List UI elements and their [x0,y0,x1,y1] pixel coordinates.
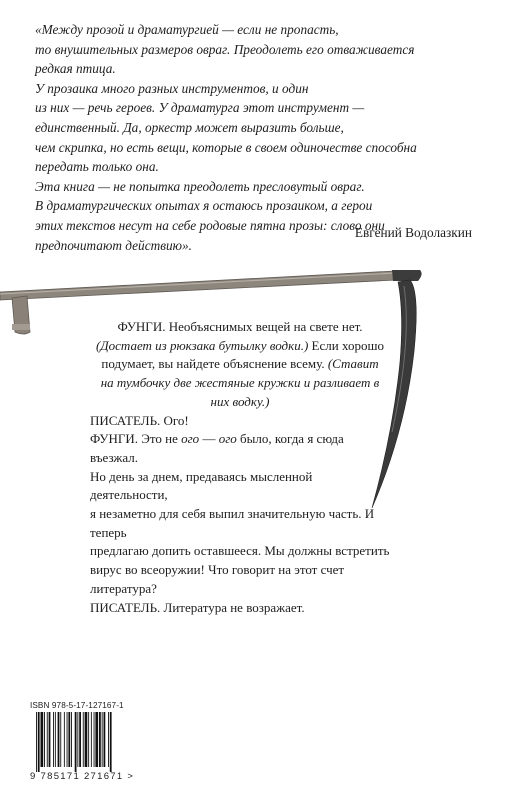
barcode-bar [102,712,103,767]
barcode-bar [49,712,51,767]
barcode-bar [75,712,77,772]
barcode-bar [64,712,65,767]
barcode-bar [68,712,70,767]
barcode-bar [95,712,98,767]
quote-line: передать только она. [35,159,159,175]
dialogue-line: подумает, вы найдете объяснение всему. (Ставит [101,356,379,372]
quote-line: В драматургических опытах я остаюсь прозаиком, а герои [35,198,373,214]
barcode-bar [60,712,61,767]
barcode-bar [108,712,109,767]
dialogue-line: вирус во всеоружии! Что говорит на этот счет [90,562,345,578]
barcode-bar [104,712,106,767]
barcode-bar [53,712,54,767]
quote-line: чем скрипка, но есть вещи, которые в своем одиночестве способна [35,139,417,155]
barcode-digits: 9 785171 271671 > [30,771,135,782]
dialogue-line: Но день за днем, предаваясь мысленной деятельности, [90,468,313,503]
quote-line: единственный. Да, оркестр может выразить больше, [35,119,344,135]
barcode-bar [85,712,88,767]
barcode-bar [79,712,81,767]
barcode-bars [30,712,147,772]
barcode-bar [67,712,68,767]
barcode-bar [47,712,48,767]
quote-line: предпочитают действию». [35,237,192,253]
excerpt-dialogue [90,318,390,617]
barcode-bar [83,712,84,767]
quote-line: из них — речь героев. У драматурга этот инструмент — [35,100,365,116]
barcode-bar [71,712,72,767]
barcode-bar [55,712,56,767]
barcode-bar [41,712,44,767]
dialogue-line: я незаметно для себя выпил значительную часть. И теперь [90,506,375,540]
barcode-bar [58,712,60,767]
barcode-bar [38,712,40,772]
quote-author: Евгений Водолазкин [354,225,472,240]
dialogue-line: на тумбочку две жестяные кружки и разливает в них водку.) [100,375,380,409]
barcode-bar [110,712,112,772]
dialogue-line: ПИСАТЕЛЬ. Ого! [90,412,189,428]
quote-line: редкая птица. [35,61,116,77]
quote-line: этих текстов несут на себе родовые пятна прозы: слово они [35,217,385,233]
dialogue-line: ФУНГИ. Это не ого — ого было, когда я сюда въезжал. [90,431,344,465]
barcode-bar [88,712,89,767]
isbn-barcode [30,700,147,784]
dialogue-line: предлагаю допить оставшееся. Мы должны встретить [90,543,390,559]
scythe-handle [0,271,396,300]
barcode-bar [91,712,92,767]
back-cover-quote [35,20,470,255]
isbn-text: ISBN 978-5-17-127167-1 [30,701,124,710]
quote-line: то внушительных размеров овраг. Преодолеть его отваживается [35,41,415,57]
quote-line: У прозаика много разных инструментов, и один [35,80,309,96]
scythe-ferrule [392,270,422,281]
barcode-bar [44,712,45,767]
dialogue-line: (Достает из рюкзака бутылку водки.) Если хорошо [96,337,384,353]
dialogue-line: литература? [90,580,157,596]
quote-line: «Между прозой и драматургией — если не пропасть, [35,22,339,37]
quote-line: Эта книга — не попытка преодолеть пресловутый овраг. [35,178,365,194]
barcode-bar [36,712,37,772]
dialogue-line: ПИСАТЕЛЬ. Литература не возражает. [90,599,305,615]
barcode-bar [99,712,101,767]
barcode-bar [94,712,95,767]
barcode-bar [77,712,78,767]
dialogue-line: ФУНГИ. Необъяснимых вещей на свете нет. [117,319,363,334]
